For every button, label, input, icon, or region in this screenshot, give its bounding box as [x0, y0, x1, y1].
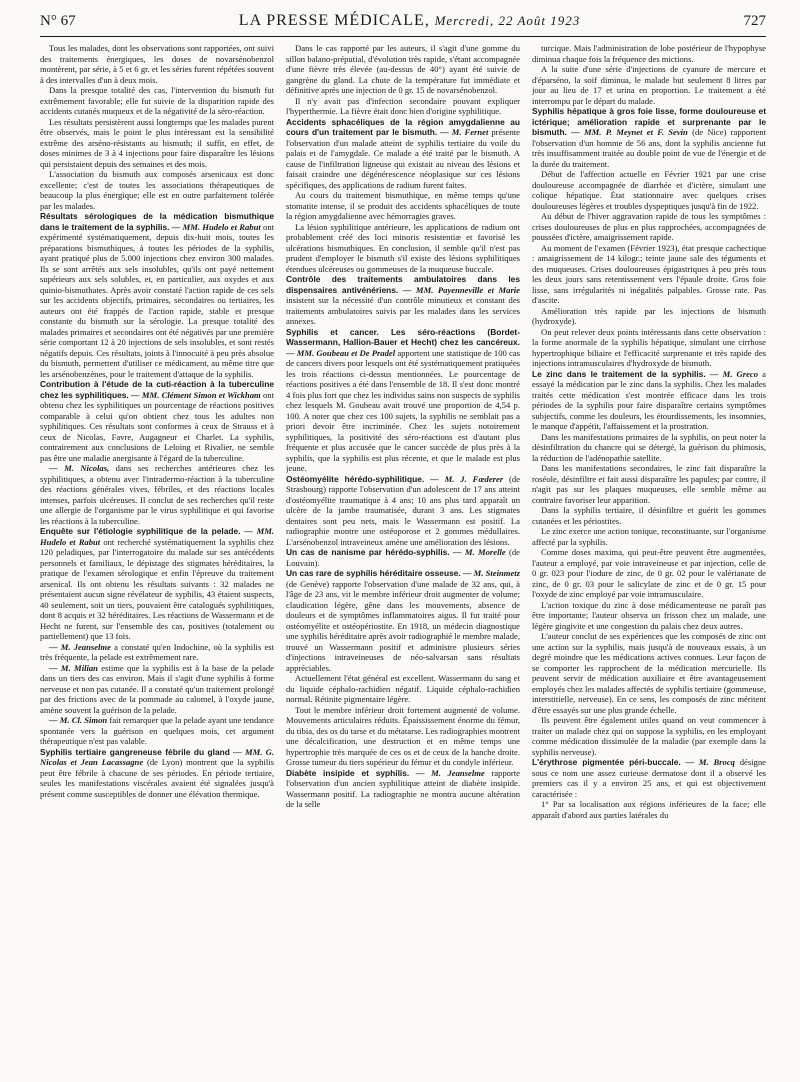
body-text: Dans la syphilis tertiaire, il désinfiltre et guérit les gommes cutanées et les périostites. [532, 505, 766, 526]
article-entry [532, 106, 766, 169]
column-2 [286, 43, 520, 1079]
author-names: — M. Milian [49, 662, 98, 673]
author-names: — M. Cl. Simon [49, 715, 108, 725]
paragraph [286, 96, 520, 117]
article-heading: Contribution à l'étude de la cuti-réaction à la tuberculine chez les syphilitiques. [40, 379, 274, 400]
paragraph [40, 715, 274, 747]
author-names: — MM. Goubeau et De Pradel [286, 347, 396, 358]
author-names: — MM. G. Nicolas et Jean Lacassagne [40, 746, 274, 767]
body-text: L'action toxique du zinc à dose médicamenteuse ne paraît pas être importante; l'auteur observa un frisson chez un malade, une légère gingivite et une congestion du palais chez deux autres. [532, 599, 766, 631]
article-entry [286, 768, 520, 810]
article-entry [532, 757, 766, 799]
article-heading: Diabète insipide et syphilis. [286, 767, 410, 778]
author-names: — MM. Hudelo et Rabut [40, 526, 274, 547]
paragraph [532, 715, 766, 757]
body-text: Dans la presque totalité des cas, l'intervention du bismuth fut extrêmement favorable; elle fut suivie de la disparition rapide des accidents cutanés muqueux et de la négativité de la séro-réaction. [40, 85, 274, 116]
body-text: (de Lyon) montrent que la syphilis peut être fébrile à chacune de ses périodes. En période tertiaire, seules les manifestations viscérales avaient été signalées jusqu'à présent comme susceptibles de donner une élévation thermique. [40, 757, 274, 799]
masthead [239, 12, 581, 30]
body-text: La lésion syphilitique antérieure, les applications de radium ont probablement créé des loci minoris resistentiæ et favorisé les ulcérations bismuthiques. En conclusion, il semble qu'il n'est pas prudent d'employer le bismuth s'il existe des lésions syphilitiques étendues ulcéreuses ou gommeuses de la muqueuse buccale. [286, 221, 520, 274]
article-entry [40, 526, 274, 642]
body-text: 1° Par sa localisation aux régions inférieures de la face; elle apparaît d'abord aux parties latérales du [532, 799, 766, 820]
article-heading: Enquête sur l'étiologie syphilitique de la pelade. [40, 526, 241, 536]
paragraph [40, 169, 274, 211]
body-text: dans ses recherches antérieures chez les syphilitiques, a obtenu avec l'intradermo-réaction à la tuberculine des réactions générales vives, fébriles, et des réactions locales intenses, parfois ulcéreuses. Il conclut de ses recherches qu'il reste une allergie de l'organisme par le virus syphilitique et qui favorise les réactions à la tuberculine. [40, 463, 274, 526]
body-text: Au cours du traitement bismuthique, en même temps qu'une stomatite intense, il se produit des accidents sphacéliques de toute la région amygdalienne avec hémorragies graves. [286, 190, 520, 221]
body-text: Tout le membre inférieur droit fortement augmenté de volume. Mouvements articulaires réduits. Épaississement énorme du fémur, du tibia, des os du tarse et du métatarse. Les radiographies montrent une décalcification, une destruction et en même temps une hypertrophie très marquée de ces os et de ceux de la hanche droite. Grosse tumeur du tiers supérieur du fémur et du condyle inférieur. [286, 704, 520, 767]
paragraph [532, 306, 766, 327]
body-text: Amélioration très rapide par les injections de bismuth (hydroxyde). [532, 305, 766, 326]
body-text: Les résultats persistèrent aussi longtemps que les malades purent être observés, mais le point le plus intéressant est la sensibilité extrême des arséno-résistants au bismuth; il suffit, en effet, de doses minimes de 3 à 4 injections pour faire disparaître les lésions qui persistaient depuis des semaines et des mois. [40, 116, 274, 169]
body-text: apportent une statistique de 100 cas de cancers divers pour lesquels ont été systématiquement pratiquées les trois réactions ci-dessus mentionnées. Le pourcentage de réactions positives a été dans l'ensemble de 18. Il s'est donc montré 4 fois plus fort que chez les individus sains non suspects de syphilis chez lesquels M. Goubeau avait trouvé une proportion de 4,54 p. 100. A noter que chez ces 100 sujets, la syphilis ne semblait pas a priori devoir être incriminée. Chez les sujets notoirement syphilitiques, la positivité des séro-réactions est d'autant plus fréquente et plus accusée que le cancer succède de plus près à la syphilis, que la syphilis est plus récente, et que le malade est plus jeune. [286, 347, 520, 473]
paragraph [532, 526, 766, 547]
body-text: On peut relever deux points intéressants dans cette observation : la forme anormale de la syphilis hépatique, simulant une cirrhose hypertrophique biliaire et l'efficacité surprenante et très rapide des injections intramusculaires d'hydroxyde de bismuth. [532, 326, 766, 368]
body-text: estime que la syphilis est à la base de la pelade dans un tiers des cas environ. Mais il s'agit d'une syphilis à forme nerveuse et non pas cutanée. Il a constaté qu'un traitement prolongé par des frictions avec de la pommade au calomel, à l'oxyde jaune, amène souvent la guérison de la pelade. [40, 662, 274, 715]
author-names: — M. Jeanselme [49, 641, 111, 652]
paragraph [532, 64, 766, 106]
journal-title: LA PRESSE MÉDICALE, [238, 12, 430, 29]
body-text: Ils peuvent être également utiles quand on veut commencer à traiter un malade chez qui on suppose la syphilis, en les employant comme médication dissimulée de la maladie (par exemple dans la syphilis nerveuse). [532, 715, 766, 757]
article-entry [286, 568, 520, 673]
article-heading: Contrôle des traitements ambulatoires dans les dispensaires antivénériens. [286, 274, 520, 295]
body-text: turcique. Mais l'administration de lobe postérieur de l'hypophyse diminua chaque fois la fréquence des mictions. [532, 43, 766, 64]
paragraph [532, 327, 766, 369]
author-names: — M. Steinmetz [462, 568, 520, 578]
issue-number: N° 67 [40, 13, 76, 29]
article-heading: Un cas rare de syphilis héréditaire osseuse. [286, 568, 461, 578]
paragraph [40, 117, 274, 170]
author-names: — MM. Payenneville et Marie [402, 284, 520, 295]
body-text: Il n'y avait pas d'infection secondaire pouvant expliquer l'hyperthermie. La fièvre était donc bien d'origine syphilitique. [286, 95, 520, 116]
article-heading: Un cas de nanisme par hérédo-syphilis. [286, 547, 450, 557]
body-text: présente l'observation d'un malade atteint de syphilis tertiaire du voile du palais et de l'amygdale. Ce malade a été traité par le bismuth. A cause de l'infiltration ligneuse qui existait au niveau des lésions et faisait craindre une dégénérescence néoplasique sur ces lésions spécifiques, des applications de radium furent faites. [286, 127, 520, 190]
article-entry [286, 547, 520, 568]
issue-date: Mercredi, 22 Août 1923 [434, 13, 581, 28]
paragraph [532, 43, 766, 64]
body-text: a essayé la médication par le zinc dans la syphilis. Chez les malades traités cette médication s'est montrée efficace dans les trois périodes de la syphilis pour faire disparaître certains symptômes subjectifs, comme les douleurs, les étourdissements, les insomnies, le manque d'appétit, l'affaissement et la prostration. [532, 368, 766, 431]
paragraph [40, 85, 274, 117]
article-entry [286, 117, 520, 191]
article-heading: Ostéomyélite hérédo-syphilitique. [286, 473, 425, 484]
body-text: Début de l'affection actuelle en Février 1921 par une crise douloureuse accompagnée de diarrhée et d'ictère, simulant une colique hépatique. État stationnaire avec quelques crises douloureuses légères et troubles dyspeptiques jusqu'à fin de 1922. [532, 169, 766, 211]
body-text: insistent sur la nécessité d'un contrôle minutieux et constant des traitements ambulatoires suivis par les malades dans les services annexes. [286, 295, 520, 326]
paragraph [40, 43, 274, 85]
page-header [40, 12, 766, 37]
body-text: (de Strasbourg) rapporte l'observation d'un adolescent de 17 ans atteint d'ostéomyélite traumatique à 4 ans; 10 ans plus tard apparaît un ulcère de la jambe traumatisée, durant 3 ans. Les stigmates dentaires sont peu nets, mais le Wassermann est positif. La radiographie montre une ostéoporose et 2 gommes médullaires. L'arsénobenzol intraveineux amène une amélioration des lésions. [286, 473, 520, 547]
paragraph [286, 705, 520, 768]
article-heading: Syphilis et cancer. Les séro-réactions (Bordet-Wassermann, Hallion-Bauer et Hecht) chez les cancéreux. [286, 326, 520, 347]
body-text: Comme doses maxima, qui peut-être peuvent être augmentées, l'auteur a employé, par voie intraveineuse et par injection, celle de 0 gr. 023 pour l'iodure de zinc, de 0 gr. 02 pour le valérianate de zinc, de 0 gr. 03 pour le salicylate de zinc et de 0 gr. 15 pour l'oxyde de zinc employé par voie intramusculaire. [532, 547, 766, 599]
article-heading: Syphilis hépatique à gros foie lisse, forme douloureuse et ictérique; amélioration rapide et surprenante par le bismuth. [532, 106, 766, 137]
article-heading: Accidents sphacéliques de la région amygdalienne au cours d'un traitement par le bismuth. [286, 116, 520, 137]
paragraph [286, 190, 520, 222]
body-text: ont expérimenté systématiquement, depuis dix-huit mois, toutes les préparations bismuthiques, à toutes les périodes de la syphilis, ayant pratiqué plus de 5.000 injections chez environ 300 malades. Ils se sont arrêtés aux sels insolubles, qu'ils ont payé nettement supérieurs aux sels solubles, et, en particulier, aux oxydes et aux quinio-bismuthates. Après avoir constaté l'action rapide de ces sels sur les accidents objectifs, primaires, secondaires ou tertiaires, les auteurs ont été frappés de l'action rapide, stable et presque constante du bismuth sur la sérologie. La presque totalité des malades primaires et secondaires ont été négativés par une première série comportant 12 à 20 injections de sels insolubles, et sont restés négatifs depuis. Ces résultats, joints à l'innocuité à peu près absolue du bismuth, permettent d'utiliser ce médicament, au même titre que les arsénobenzènes, pour le traitement d'attaque de la syphilis. [40, 221, 274, 379]
author-names: — M. Jeanselme [415, 767, 485, 778]
body-text: Tous les malades, dont les observations sont rapportées, ont suivi des traitements énergiques, les doses de novarsénobenzol montèrent, par série, à 5 et 6 gr. et les séries furent répétées souvent à des intervalles d'un à deux mois. [40, 43, 274, 85]
body-text: (de Nice) rapportent l'observation d'un homme de 56 ans, dont la syphilis ancienne fut très insuffisamment traitée au double point de vue de l'énergie et de la durée du traitement. [532, 127, 766, 169]
body-text: ont recherché systématiquement la syphilis chez 120 peladiques, par l'interrogatoire du malade sur ses antécédents personnels et familiaux, le dépistage des stigmates héréditaires, la pratique de l'examen sérologique et enfin l'épreuve du traitement arsenical. Ils ont obtenu les résultats suivants : 32 malades ne présentaient aucun signe révélateur de syphilis, 43 étaient suspects, 40 seulement, soit un tiers, pouvaient être catalogués syphilitiques, dont 8 acquis et 32 héréditaires. Les réactions de Wassermann et de Hecht ne furent, sur l'ensemble des cas, positives (totalement ou partiellement) que 13 fois. [40, 536, 274, 641]
text-columns [40, 43, 766, 1079]
body-text: Actuellement l'état général est excellent. Wassermann du sang et du liquide céphalo-rachidien négatif. Liquide céphalo-rachidien normal. Rétinite pigmentaire légère. [286, 673, 520, 704]
paragraph [286, 673, 520, 705]
body-text: désigne sous ce nom une assez curieuse dermatose dont il a observé les premiers cas il y a environ 25 ans, et qui est objectivement caractérisée : [532, 757, 766, 799]
author-names: — M. Greco [709, 368, 758, 379]
author-names: — M. Brocq [685, 757, 735, 767]
body-text: Dans les manifestations secondaires, le zinc fait disparaître la roséole, désinfiltre et fait aussi disparaître les papules; par contre, il n'agit pas sur les plaques muqueuses, elle semble même au contraire favoriser leur apparition. [532, 463, 766, 505]
paragraph [532, 463, 766, 505]
body-text: L'auteur conclut de ses expériences que les composés de zinc ont une action sur la syphilis, mais jusqu'à de nouveaux essais, à un degré moindre que les médications actives connues. Leur façon de se comporter les rapprochent de la médication mercurielle. Ils peuvent servir de médication auxiliaire et être avantageusement employés chez les malades affectés de syphilis tertiaire (gommeuse, interstitielle, nerveuse). En ce sens, les composés de zinc méritent d'être essayés sur une plus grande échelle. [532, 631, 766, 715]
paragraph [532, 211, 766, 243]
paragraph [40, 642, 274, 663]
author-names: — MM. Clément Simon et Wickham [131, 389, 261, 400]
body-text: ont obtenu chez les syphilitiques un pourcentage de réactions positives comparable à celui qu'on obtient chez tous les adultes non syphilitiques. Ces résultats sont conformes à ceux de Strauss et à ceux de Nicolas, Favre, Augagneur et Charlet. La syphilis, contrairement aux conclusions de Leloing et Rivalier, ne semble pas être une maladie anergisante à l'égard de la tuberculine. [40, 389, 274, 463]
paragraph [40, 663, 274, 716]
paragraph [532, 432, 766, 464]
page-number: 727 [743, 13, 766, 29]
article-entry [40, 379, 274, 463]
paragraph [532, 799, 766, 820]
paragraph [532, 505, 766, 526]
article-entry [532, 369, 766, 432]
body-text: rapporte l'observation d'un ancien syphilitique atteint de diabète insipide. Wassermann positif. La radiographie ne montra aucune altération de la selle [286, 767, 520, 809]
body-text: a constaté qu'en Indochine, où la syphilis est très fréquente, la pelade est extrêmement rare. [40, 641, 274, 662]
body-text: (de Genève) rapporte l'observation d'une malade de 32 ans, qui, à l'âge de 23 ans, vit le membre inférieur droit augmenter de volume; claudication légère, gêne dans les mouvements, absence de douleurs et de symptômes inflammatoires aigus. Il fut traité pour ostéomyélite et ostéopériostite. En 1918, un médecin diagnostique une syphilis héréditaire après avoir radiographié le membre malade, trouvé un Wassermann positif et administre plusieurs séries d'injections intraveineuses de néo-salvarsan sans résultats appréciables. [286, 578, 520, 673]
article-entry [40, 747, 274, 800]
article-entry [286, 474, 520, 548]
author-names: — M. Nicolas, [49, 463, 110, 473]
paragraph [532, 169, 766, 211]
article-heading: Résultats sérologiques de la médication bismuthique dans le traitement de la syphilis. [40, 211, 274, 232]
body-text: L'association du bismuth aux composés arsenicaux est donc excellente; c'est de toutes les associations thérapeutiques de beaucoup la plus énergique; elle est en outre parfaitement tolérée par les malades. [40, 169, 274, 211]
paragraph [532, 631, 766, 715]
column-1 [40, 43, 274, 1079]
paragraph [532, 243, 766, 306]
body-text: Le zinc exerce une action tonique, reconstituante, sur l'organisme affecté par la syphilis. [532, 526, 766, 547]
author-names: — M. Fernet [440, 127, 489, 137]
author-names: — MM. P. Meynet et F. Sevin [571, 127, 688, 137]
author-names: — MM. Hudelo et Rabut [171, 221, 261, 232]
body-text: Dans le cas rapporté par les auteurs, il s'agit d'une gomme du sillon balano-préputial, d'évolution très rapide, s'étant accompagnée d'une fièvre très élevée (au-dessus de 40°) ayant été suivie de gangrène du gland. La chute de la température fut immédiate et définitive après une injection de 0 gr. 15 de novarsénobenzol. [286, 43, 520, 95]
body-text: Au début de l'hiver aggravation rapide de tous les symptômes : crises douloureuses de plus en plus rapprochées, accompagnées de poussées d'ictère, amaigrissement rapide. [532, 211, 766, 242]
author-names: — M. Morelle [452, 547, 506, 557]
author-names: — M. J. Fœderer [430, 473, 504, 484]
article-heading: L'érythrose pigmentée péri-buccale. [532, 757, 681, 767]
paragraph [286, 43, 520, 96]
paragraph [40, 463, 274, 526]
article-entry [286, 327, 520, 474]
paragraph [286, 222, 520, 275]
body-text: fait remarquer que la pelade ayant une tendance spontanée vers la guérison en quelques mois, cet argument thérapeutique n'est pas valable. [40, 715, 274, 746]
article-heading: Syphilis tertiaire gangreneuse fébrile du gland [40, 746, 230, 757]
article-entry [40, 211, 274, 379]
body-text: (de Louvain). [286, 547, 520, 568]
body-text: Au moment de l'examen (Février 1923), état presque cachectique : amaigrissement de 14 kilogr.; teinte jaune sale des téguments et des muqueuses. Crises douloureuses épigastriques à peu près tous les deux jours sans retentissement vers l'épaule droite. Gros foie lisse, sans irrégularités ni inégalités palpables. Grosse rate. Pas d'ascite. [532, 242, 766, 305]
body-text: A la suite d'une série d'injections de cyanure de mercure et d'éparséno, la soif diminua, le malade but seulement 8 litres par jour au lieu de 17 et urina en proportion. Le traitement a été interrompu par le départ du malade. [532, 64, 766, 106]
article-heading: Le zinc dans le traitement de la syphilis. [532, 368, 706, 379]
column-3 [532, 43, 766, 1079]
paragraph [532, 600, 766, 632]
body-text: Dans les manifestations primaires de la syphilis, on peut noter la désinfiltration du chancre qui se détergé, la guérison du phimosis, la réduction de l'adénopathie satellite. [532, 431, 766, 463]
paragraph [532, 547, 766, 600]
article-entry [286, 274, 520, 327]
